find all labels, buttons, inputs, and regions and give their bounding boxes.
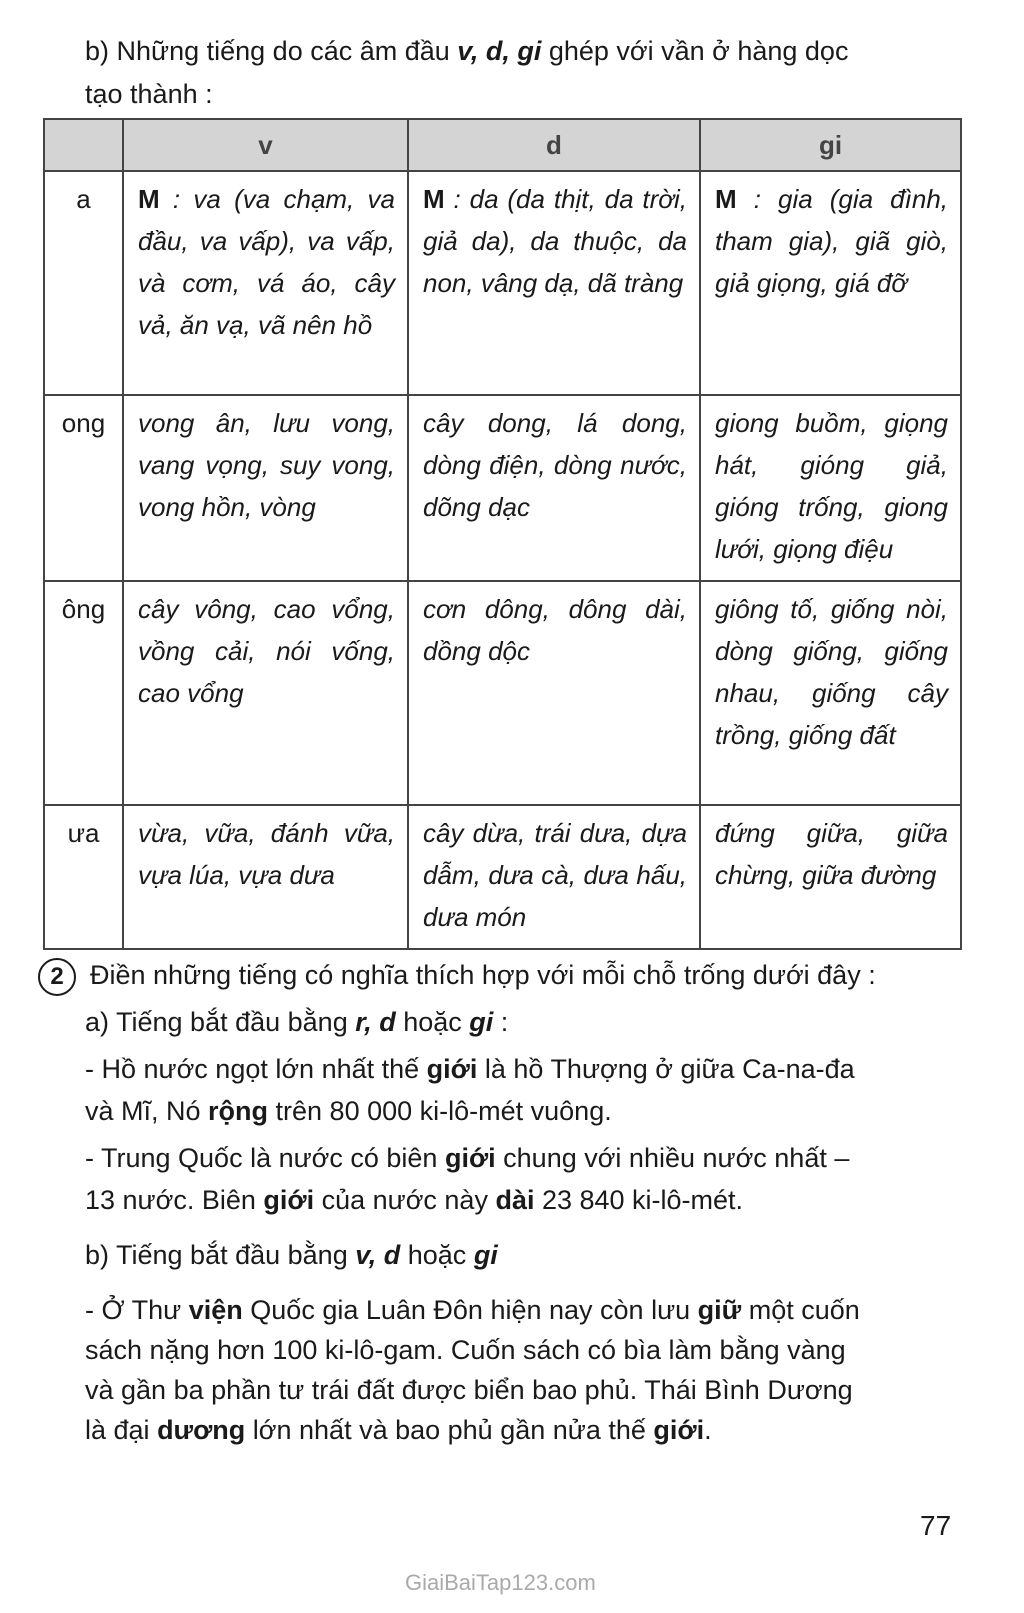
- cell-text: : va (va chạm, va đầu, va vấp), va vấp, và cơm, vá áo, cây vả, ăn vạ, vã nên hồ: [138, 184, 395, 340]
- row-label: a: [44, 171, 123, 395]
- answer-word: giới: [444, 1143, 496, 1173]
- text-run: là hồ Thượng ở giữa Ca-na-đa: [477, 1054, 855, 1084]
- table-cell: cây dong, lá dong, dòng điện, dòng nước, dõng dạc: [408, 395, 700, 581]
- table-cell: [408, 171, 700, 395]
- answer-word: giữ: [697, 1295, 742, 1325]
- text-run: - Hồ nước ngọt lớn nhất thế: [85, 1054, 427, 1084]
- cell-text: : gia (gia đình, tham gia), giã giò, giả giọng, giá đỡ: [715, 184, 948, 298]
- sentence-1-line-2: [85, 1091, 976, 1131]
- intro-bold-letters: v, d, gi: [457, 36, 542, 66]
- text-run: - Ở Thư: [85, 1295, 189, 1325]
- word-table: [43, 118, 962, 950]
- intro-line-2: tạo thành :: [85, 79, 213, 109]
- text-run: Quốc gia Luân Đôn hiện nay còn lưu: [242, 1295, 698, 1325]
- answer-word: giới: [653, 1415, 705, 1445]
- sentence-3-line-3: và gần ba phần tư trái đất được biển bao phủ. Thái Bình Dương: [85, 1375, 853, 1405]
- table-cell: vong ân, lưu vong, vang vọng, suy vong, vong hồn, vòng: [123, 395, 408, 581]
- page-number: 77: [920, 1510, 952, 1541]
- table-cell: giông tố, giống nòi, dòng giống, giống nhau, giống cây trồng, giống đất: [700, 581, 961, 805]
- watermark: GiaiBaiTap123.com: [405, 1570, 596, 1595]
- sentence-3-line-2: sách nặng hơn 100 ki-lô-gam. Cuốn sách có bìa làm bằng vàng: [85, 1335, 846, 1365]
- header-d: d: [408, 119, 700, 171]
- answer-word: viện: [188, 1295, 243, 1325]
- bold-letters: gi: [469, 1007, 494, 1037]
- header-gi: gi: [700, 119, 961, 171]
- text-run: chung với nhiều nước nhất –: [495, 1143, 850, 1173]
- bold-letters: v, d: [355, 1240, 401, 1270]
- intro-text: b) Những tiếng do các âm đầu: [85, 36, 458, 66]
- table-row-ong: [44, 395, 961, 581]
- table-cell: đứng giữa, giữa chừng, giữa đường: [700, 805, 961, 949]
- cell-text: : da (da thịt, da trời, giả da), da thuộc, da non, vâng dạ, dã tràng: [423, 184, 687, 298]
- text-run: 13 nước. Biên: [85, 1185, 264, 1215]
- sentence-2-line-1: [85, 1138, 976, 1178]
- part-a-heading: [85, 1002, 976, 1042]
- model-mark: M: [138, 184, 160, 214]
- intro-text-end: ghép với vần ở hàng dọc: [541, 36, 849, 66]
- bold-letters: gi: [473, 1240, 498, 1270]
- table-row-ua: [44, 805, 961, 949]
- text-run: lớn nhất và bao phủ gần nửa thế: [245, 1415, 654, 1445]
- sentence-2-line-2: [85, 1180, 976, 1220]
- answer-word: giới: [426, 1054, 478, 1084]
- text-run: :: [493, 1007, 509, 1037]
- intro-line-1: [85, 31, 976, 71]
- model-mark: M: [423, 184, 445, 214]
- answer-word: rộng: [208, 1096, 269, 1126]
- table-cell: vừa, vữa, đánh vữa, vựa lúa, vựa dưa: [123, 805, 408, 949]
- table-row-a: [44, 171, 961, 395]
- row-label: ông: [44, 581, 123, 805]
- table-cell: cây vông, cao vổng, vồng cải, nói vống, cao vổng: [123, 581, 408, 805]
- text-run: hoặc: [400, 1240, 474, 1270]
- text-run: của nước này: [314, 1185, 496, 1215]
- table-cell: giong buồm, giọng hát, gióng giả, gióng trống, giong lưới, giọng điệu: [700, 395, 961, 581]
- model-mark: M: [715, 184, 737, 214]
- table-header-row: [44, 119, 961, 171]
- text-run: - Trung Quốc là nước có biên: [85, 1143, 445, 1173]
- table-cell: [123, 171, 408, 395]
- table-cell: cơn dông, dông dài, dồng dộc: [408, 581, 700, 805]
- exercise-number-badge: 2: [38, 958, 76, 996]
- text-run: .: [704, 1415, 712, 1445]
- header-corner: [44, 119, 123, 171]
- answer-word: dài: [495, 1185, 535, 1215]
- sentence-3-line-4: [85, 1410, 976, 1450]
- row-label: ưa: [44, 805, 123, 949]
- answer-word: giới: [263, 1185, 315, 1215]
- text-run: a) Tiếng bắt đầu bằng: [85, 1007, 356, 1037]
- text-run: một cuốn: [741, 1295, 860, 1325]
- table-row-ong-hat: [44, 581, 961, 805]
- sentence-1-line-1: [85, 1049, 976, 1089]
- text-run: 23 840 ki-lô-mét.: [534, 1185, 744, 1215]
- answer-word: dương: [157, 1415, 246, 1445]
- header-v: v: [123, 119, 408, 171]
- text-run: và Mĩ, Nó: [85, 1096, 209, 1126]
- table-cell: [700, 171, 961, 395]
- text-run: trên 80 000 ki-lô-mét vuông.: [268, 1096, 612, 1126]
- part-b-heading: [85, 1235, 976, 1275]
- bold-letters: r, d: [355, 1007, 396, 1037]
- sentence-3-line-1: [85, 1290, 976, 1330]
- table-cell: cây dừa, trái dưa, dựa dẫm, dưa cà, dưa hấu, dưa món: [408, 805, 700, 949]
- text-run: là đại: [85, 1415, 158, 1445]
- row-label: ong: [44, 395, 123, 581]
- text-run: hoặc: [395, 1007, 470, 1037]
- text-run: b) Tiếng bắt đầu bằng: [85, 1240, 356, 1270]
- exercise-2-title: Điền những tiếng có nghĩa thích hợp với mỗi chỗ trống dưới đây :: [90, 960, 876, 990]
